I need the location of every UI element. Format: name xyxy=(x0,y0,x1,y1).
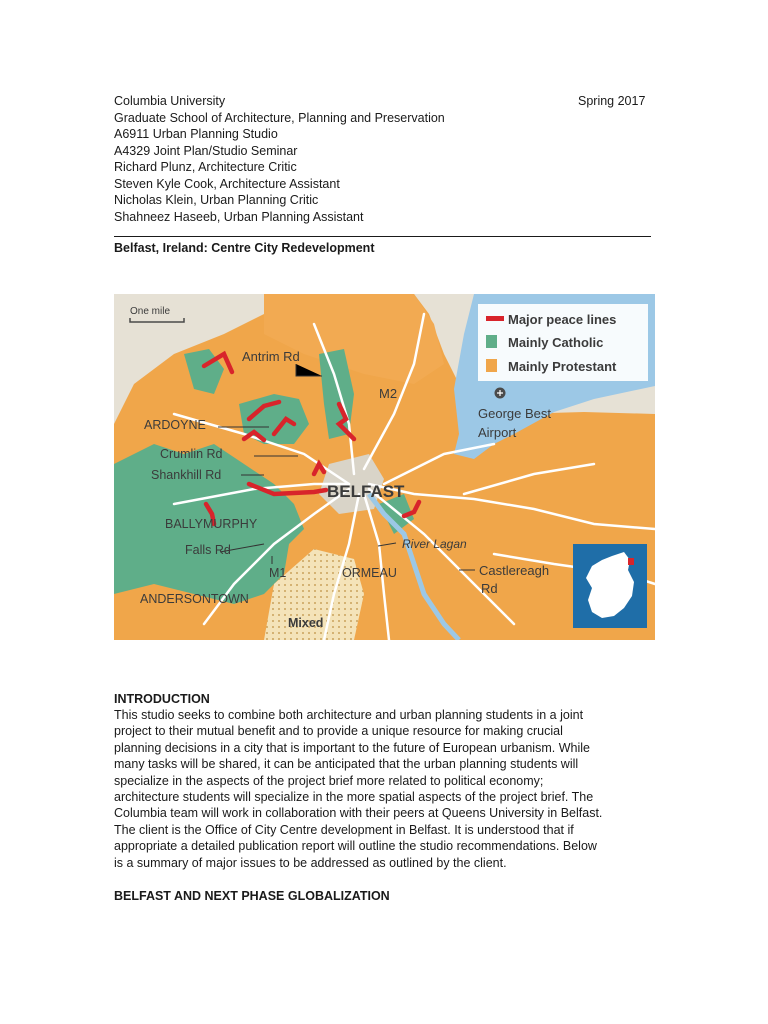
intro-line: project to their mutual benefit and to provide a unique resource for making crucial xyxy=(114,724,563,739)
header-term: Spring 2017 xyxy=(578,94,646,108)
label-crumlin-rd: Crumlin Rd xyxy=(160,447,223,461)
title-rule xyxy=(114,236,651,237)
label-m2: M2 xyxy=(379,386,398,401)
label-m1: M1 xyxy=(269,566,287,580)
legend-peace-label: Major peace lines xyxy=(508,312,617,327)
intro-line: planning decisions in a city that is important to the future of European urbanism. While xyxy=(114,740,590,755)
label-castlereagh-2: Rd xyxy=(481,581,498,596)
header-critic-2: Nicholas Klein, Urban Planning Critic xyxy=(114,193,319,207)
intro-line: many tasks will be shared, it can be anticipated that the urban planning students will xyxy=(114,757,579,772)
label-ormeau: ORMEAU xyxy=(342,566,397,580)
label-airport-2: Airport xyxy=(478,425,517,440)
document-title: Belfast, Ireland: Centre City Redevelopment xyxy=(114,241,375,255)
header-assistant-1: Steven Kyle Cook, Architecture Assistant xyxy=(114,176,340,191)
intro-heading: INTRODUCTION xyxy=(114,692,210,706)
intro-paragraph xyxy=(114,707,659,871)
intro-line: is a summary of major issues to be addressed as outlined by the client. xyxy=(114,855,507,870)
header-assistant-2: Shahneez Haseeb, Urban Planning Assistant xyxy=(114,209,364,224)
legend-protestant-swatch xyxy=(486,359,497,372)
header-critic-1: Richard Plunz, Architecture Critic xyxy=(114,160,297,174)
label-airport-1: George Best xyxy=(478,406,551,421)
legend-catholic-label: Mainly Catholic xyxy=(508,335,604,350)
label-andersontown: ANDERSONTOWN xyxy=(140,592,249,606)
intro-line: appropriate a detailed publication report will outline the studio recommendations. Below xyxy=(114,839,597,854)
legend-peace-swatch xyxy=(486,316,504,321)
intro-line: architecture students will specialize in the more spatial aspects of the project brief. The xyxy=(114,790,594,805)
scale-label: One mile xyxy=(130,306,171,317)
intro-line: This studio seeks to combine both architecture and urban planning students in a joint xyxy=(114,708,584,722)
label-belfast: BELFAST xyxy=(327,482,405,501)
label-antrim-rd: Antrim Rd xyxy=(242,349,300,364)
intro-line: Columbia team will work in collaboration with their peers at Queens University in Belfast. xyxy=(114,806,603,821)
intro-line: The client is the Office of City Centre development in Belfast. It is understood that if xyxy=(114,822,574,837)
intro-line: specialize in the aspects of the project brief more related to political economy; xyxy=(114,773,544,788)
header-school: Graduate School of Architecture, Planning and Preservation xyxy=(114,110,445,125)
label-falls-rd: Falls Rd xyxy=(185,543,231,557)
label-mixed: Mixed xyxy=(288,616,324,630)
inset-belfast-marker xyxy=(628,558,634,565)
header-course-2: A4329 Joint Plan/Studio Seminar xyxy=(114,143,298,158)
label-shankhill-rd: Shankhill Rd xyxy=(151,468,222,482)
header-university: Columbia University xyxy=(114,94,226,108)
legend-protestant-label: Mainly Protestant xyxy=(508,359,617,374)
label-river-lagan: River Lagan xyxy=(402,537,467,551)
header-course-1: A6911 Urban Planning Studio xyxy=(114,127,278,141)
label-ballymurphy: BALLYMURPHY xyxy=(165,517,258,531)
label-castlereagh-1: Castlereagh xyxy=(479,563,550,578)
ireland-inset xyxy=(573,544,647,628)
map-legend xyxy=(478,304,648,381)
legend-catholic-swatch xyxy=(486,335,497,348)
belfast-map xyxy=(114,294,655,640)
label-ardoyne: ARDOYNE xyxy=(144,418,206,432)
section-globalization-heading: BELFAST AND NEXT PHASE GLOBALIZATION xyxy=(114,889,390,903)
